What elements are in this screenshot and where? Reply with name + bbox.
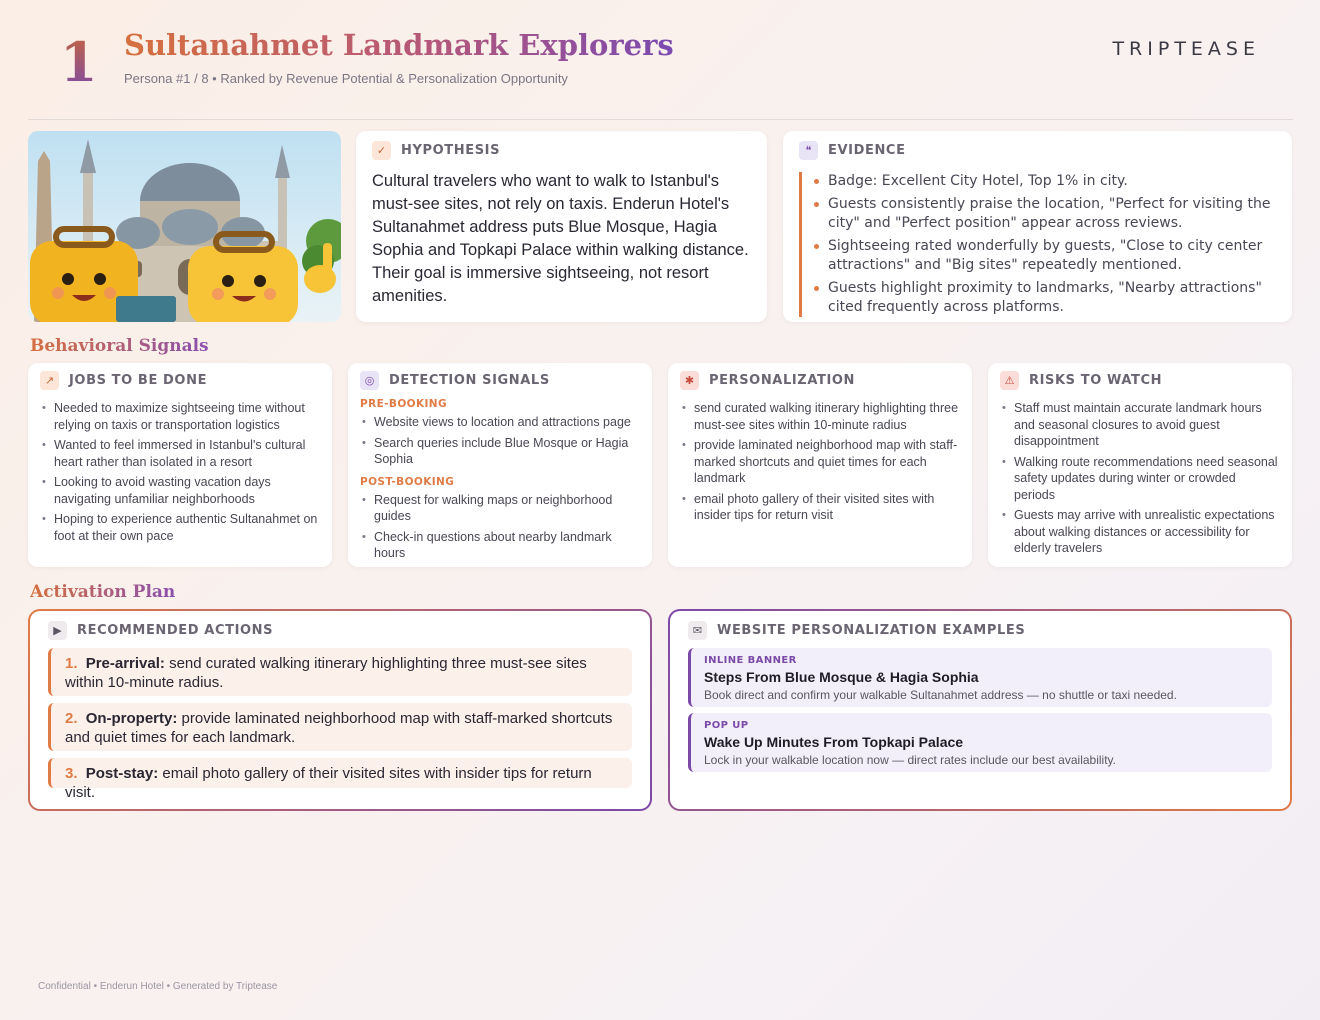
website-examples-label: WEBSITE PERSONALIZATION EXAMPLES [717, 623, 1026, 638]
list-item: • Looking to avoid wasting vacation days navigating unfamiliar neighborhoods [40, 474, 320, 507]
detection-card [348, 363, 652, 567]
list-item: • Check-in questions about nearby landmark hours [360, 529, 640, 562]
hero-illustration [28, 131, 341, 322]
list-item: • email photo gallery of their visited sites with insider tips for return visit [680, 491, 960, 524]
sparkle-icon: ✱ [680, 371, 699, 390]
example-title: Steps From Blue Mosque & Hagia Sophia [704, 669, 979, 685]
behavioral-signals-title: Behavioral Signals [30, 336, 209, 356]
evidence-label: EVIDENCE [828, 143, 906, 158]
example-item [688, 648, 1272, 707]
page-title: Sultanahmet Landmark Explorers [124, 28, 674, 62]
post-booking-list [360, 492, 640, 562]
play-icon: ▶ [48, 621, 67, 640]
example-kind: INLINE BANNER [704, 655, 797, 666]
action-lead: On-property: [85, 710, 178, 727]
risks-label: RISKS TO WATCH [1029, 373, 1163, 388]
check-icon: ✓ [372, 141, 391, 160]
hypothesis-text: Cultural travelers who want to walk to Istanbul's must-see sites, not rely on taxis. Enderun Hotel's Sultanahmet address puts Blue Mosque, Hagia Sophia and Topkapi Palace within walking distance. Their goal is immersive sightseeing, not resort amenities. [372, 172, 749, 305]
personalization-card [668, 363, 972, 567]
target-icon: ◎ [360, 371, 379, 390]
example-item [688, 713, 1272, 772]
action-text: email photo gallery of their visited sites with insider tips for return visit. [65, 765, 592, 801]
list-item: • Wanted to feel immersed in Istanbul's cultural heart rather than isolated in a resort [40, 437, 320, 470]
evidence-item: Sightseeing rated wonderfully by guests, "Close to city center attractions" and "Big sites" repeatedly mentioned. [814, 237, 1276, 275]
activation-plan-title: Activation Plan [30, 582, 176, 602]
arrow-up-right-icon: ↗ [40, 371, 59, 390]
brand-logo: TRIPTEASE [1112, 38, 1260, 60]
header-divider [28, 119, 1293, 120]
risks-list [1000, 400, 1280, 557]
jobs-list [40, 400, 320, 544]
action-text: provide laminated neighborhood map with staff-marked shortcuts and quiet times for each landmark. [65, 710, 613, 746]
recommended-actions-card [28, 609, 652, 811]
list-item: • Hoping to experience authentic Sultanahmet on foot at their own pace [40, 511, 320, 544]
list-item: • Staff must maintain accurate landmark hours and seasonal closures to avoid guest disappointment [1000, 400, 1280, 450]
jobs-label: JOBS TO BE DONE [69, 373, 208, 388]
jobs-card [28, 363, 332, 567]
evidence-item: Badge: Excellent City Hotel, Top 1% in city. [814, 172, 1276, 191]
list-item: • Walking route recommendations need seasonal safety updates during winter or crowded periods [1000, 454, 1280, 504]
pre-booking-label: PRE-BOOKING [360, 398, 448, 410]
evidence-item: Guests highlight proximity to landmarks, "Nearby attractions" cited frequently across platforms. [814, 279, 1276, 317]
list-item: • Guests may arrive with unrealistic expectations about walking distances or accessibility for elderly travelers [1000, 507, 1280, 557]
quote-icon: ❝ [799, 141, 818, 160]
list-item: • Needed to maximize sightseeing time without relying on taxis or transportation logistics [40, 400, 320, 433]
list-item: • Website views to location and attractions page [360, 414, 640, 431]
header [0, 0, 1320, 120]
action-item [48, 758, 632, 801]
post-booking-label: POST-BOOKING [360, 475, 455, 488]
footer: Confidential • Enderun Hotel • Generated by Triptease [38, 981, 278, 992]
list-item: • Search queries include Blue Mosque or Hagia Sophia [360, 435, 640, 468]
action-item [48, 648, 632, 696]
recommended-actions-label: RECOMMENDED ACTIONS [77, 623, 274, 638]
action-lead: Post-stay: [85, 765, 159, 782]
evidence-list [799, 172, 1276, 317]
list-item: • provide laminated neighborhood map with staff-marked shortcuts and quiet times for each landmark [680, 437, 960, 487]
hypothesis-label: HYPOTHESIS [401, 143, 501, 158]
example-title: Wake Up Minutes From Topkapi Palace [704, 734, 964, 750]
persona-number: 1 [60, 30, 98, 94]
action-number: 3. [65, 765, 78, 782]
evidence-card [783, 131, 1292, 322]
warning-icon: ⚠ [1000, 371, 1019, 390]
list-item: • Request for walking maps or neighborhood guides [360, 492, 640, 525]
example-body: Lock in your walkable location now — direct rates include our best availability. [704, 753, 1116, 767]
list-item: • send curated walking itinerary highlighting three must-see sites within 10-minute radius [680, 400, 960, 433]
example-kind: POP UP [704, 720, 749, 731]
action-number: 1. [65, 655, 78, 672]
action-number: 2. [65, 710, 78, 727]
evidence-item: Guests consistently praise the location, "Perfect for visiting the city" and "Perfect position" appear across reviews. [814, 195, 1276, 233]
action-text: send curated walking itinerary highlighting three must-see sites within 10-minute radius. [65, 655, 587, 691]
mail-icon: ✉ [688, 621, 707, 640]
website-personalization-card [668, 609, 1292, 811]
example-body: Book direct and confirm your walkable Sultanahmet address — no shuttle or taxi needed. [704, 688, 1177, 702]
action-item [48, 703, 632, 751]
detection-label: DETECTION SIGNALS [389, 373, 550, 388]
page-subtitle: Persona #1 / 8 • Ranked by Revenue Potential & Personalization Opportunity [124, 71, 568, 86]
action-lead: Pre-arrival: [85, 655, 165, 672]
personalization-label: PERSONALIZATION [709, 373, 856, 388]
pre-booking-list [360, 414, 640, 468]
hypothesis-card [356, 131, 767, 322]
personalization-list [680, 400, 960, 524]
risks-card [988, 363, 1292, 567]
